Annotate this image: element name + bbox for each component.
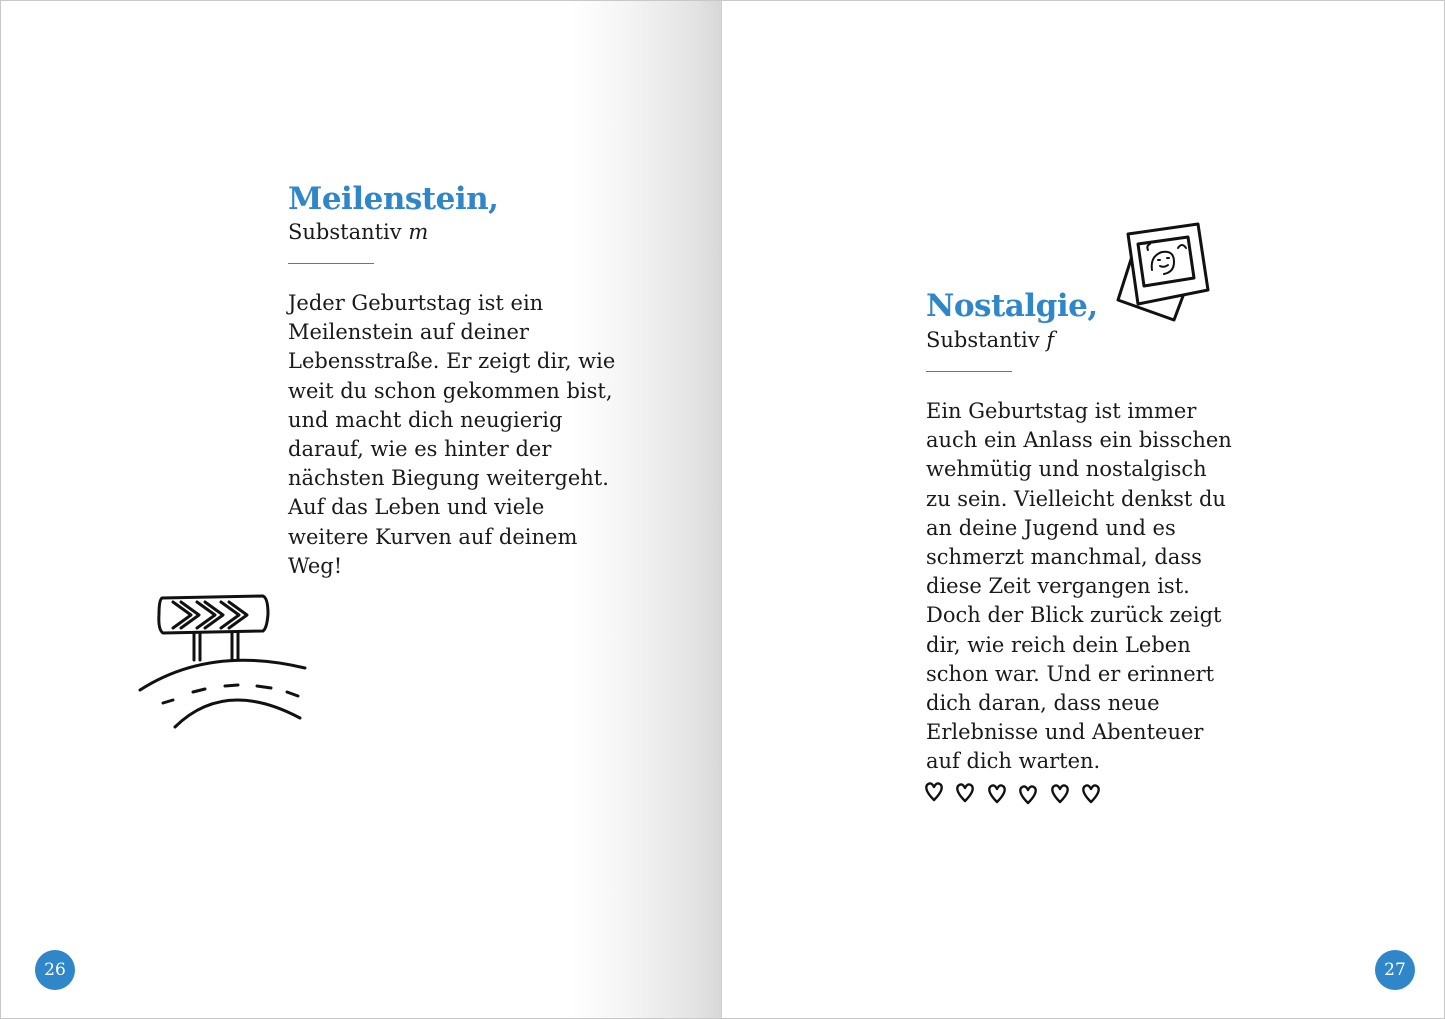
polaroid-photos-icon (1112, 220, 1227, 325)
part-of-speech (926, 328, 1054, 352)
part-of-speech (288, 220, 428, 244)
entry-text: Ein Geburtstag ist immer auch ein Anlass ein bisschen wehmütig und nostalgisch zu sein. Vielleicht denkst du an deine Jugend und es schmerzt manchmal, dass diese Zeit vergangen ist. Doch der Blick zurück zeigt dir, wie reich dein Leben schon war. Und er erinnert dich daran, dass neue Erlebnisse und Abenteuer auf dich warten. (926, 399, 1232, 774)
accent-rule (288, 263, 374, 264)
grammatical-gender: f (1046, 328, 1055, 352)
headword: Meilenstein, (288, 181, 499, 217)
page-number: 26 (35, 950, 75, 990)
part-of-speech-label: Substantiv (926, 328, 1040, 352)
part-of-speech-label: Substantiv (288, 220, 402, 244)
grammatical-gender: m (408, 220, 429, 244)
road-sign-chevron-icon (135, 590, 310, 735)
page-number: 27 (1375, 950, 1415, 990)
accent-rule (926, 371, 1012, 372)
right-page (722, 0, 1445, 1019)
hearts-row-icon (922, 780, 1107, 808)
headword: Nostalgie, (926, 288, 1098, 324)
left-page (0, 0, 722, 1019)
entry-text: Jeder Geburtstag ist ein Meilenstein auf deiner Lebensstraße. Er zeigt dir, wie weit du schon gekommen bist, und macht dich neugierig darauf, wie es hinter der nächsten Biegung weitergeht. Auf das Leben und viele weitere Kurven auf deinem Weg! (288, 291, 616, 578)
